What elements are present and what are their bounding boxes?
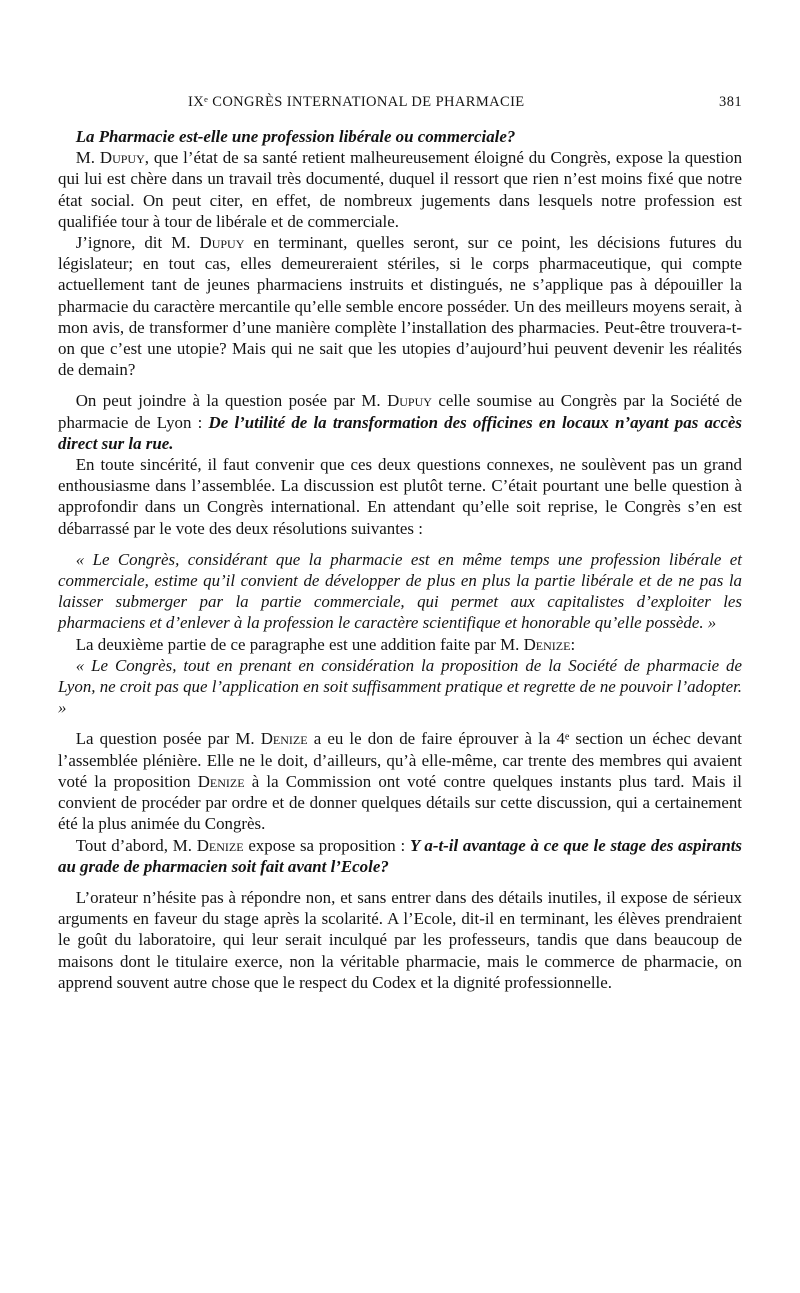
running-header bbox=[58, 94, 742, 116]
paragraph-discussion bbox=[58, 454, 742, 539]
paragraph-dupuy-conclusion bbox=[58, 232, 742, 380]
resolution-quote-2 bbox=[58, 655, 742, 719]
heading-text: La Pharmacie est-elle une profession libérale ou commerciale? bbox=[75, 127, 516, 146]
question-title: Y a-t-il avantage à ce que le stage des aspirants au grade de pharmacien soit fait avant l’Ecole? bbox=[58, 835, 742, 876]
text-run: En toute sincérité, il faut convenir que ces deux questions connexes, ne soulèvent pas un grand enthousiasme dans l’assemblée. La discussion est plutôt terne. C’était pourtant une belle question à approfondir dans un Congrès international. En attendant qu’elle soit reprise, le Congrès s’en est débarrassé par le vote des deux résolutions suivantes : bbox=[58, 455, 742, 538]
author-name: Dupuy bbox=[99, 148, 145, 168]
author-name: Dupuy bbox=[387, 391, 432, 411]
section-heading bbox=[58, 126, 742, 147]
text-run: J’ignore, dit M. bbox=[75, 233, 200, 253]
text-run: L’orateur n’hésite pas à répondre non, et sans entrer dans des détails inutiles, il expose de sérieux arguments en faveur du stage après la scolarité. A l’Ecole, dit-il en terminant, les élèves prendraient le goût du laboratoire, qui leur serait inculqué par les professeurs, tandis que dans beaucoup de maisons dont le titulaire exerce, non la véritable pharmacie, mais le commerce de pharmacie, on apprend souvent autre chose que le respect du Codex et la dignité professionnelle. bbox=[58, 887, 742, 992]
text-run: , que l’état de sa santé retient malheureusement éloigné du Congrès, expose la question qui lui est chère dans un travail très documenté, duquel il ressort que rien n’est moins fixé que notre état social. On peut citer, en effet, de nombreux jugements dans lesquels notre profession est qualifiée tour à tour de libérale et de commerciale. bbox=[58, 148, 743, 231]
resolution-quote-1 bbox=[58, 549, 742, 634]
author-name: Denize bbox=[260, 729, 308, 749]
running-title: IXᵉ CONGRÈS INTERNATIONAL DE PHARMACIE bbox=[188, 94, 525, 110]
paragraph-orator bbox=[58, 887, 742, 993]
author-name: Denize bbox=[197, 771, 245, 791]
quote-text: « Le Congrès, tout en prenant en considération la proposition de la Société de pharmacie de Lyon, ne croit pas que l’application en soit suffisamment pratique et regrette de ne pouvoir l’adopter. » bbox=[58, 655, 742, 718]
text-run: expose sa proposition : bbox=[243, 835, 410, 855]
quote-text: « Le Congrès, considérant que la pharmacie est en même temps une profession libérale et commerciale, estime qu’il convient de développer de plus en plus la partie libérale et de ne pas la laisser submerger par la partie commerciale, qui permet aux capitalistes d’exploiter les pharmaciens et d’enlever à la profession le caractère scientifique et honorable qu’elle possède. » bbox=[58, 549, 742, 633]
text-run: celle soumise au Congrès par la Société de pharmacie de Lyon : bbox=[58, 391, 742, 432]
paragraph-dupuy-intro bbox=[58, 147, 742, 232]
page-number: 381 bbox=[719, 94, 742, 110]
text-run: à la Commission ont voté contre quelques instants plus tard. Mais il convient de procéder par ordre et de donner quelques détails sur cette discussion, qui a certainement été la plus animée du Congrès. bbox=[58, 771, 742, 834]
text-run: M. bbox=[75, 148, 100, 168]
paragraph-lyon-question bbox=[58, 390, 742, 454]
author-name: Denize bbox=[523, 634, 571, 654]
page bbox=[58, 94, 742, 993]
paragraph-denize-addition bbox=[58, 634, 742, 655]
text-run: La question posée par M. bbox=[75, 729, 261, 749]
text-run: en terminant, quelles seront, sur ce point, les décisions futures du législateur; en tout cas, elles demeureraient stériles, si le corps pharmaceutique, qui compte actuellement tant de jeunes pharmaciens instruits et distingués, ne s’applique pas à dépouiller la pharmacie du caractère mercantile qu’elle semble encore posséder. Un des meilleurs moyens serait, à mon avis, de transformer d’une manière complète l’installation des pharmacies. Peut-être trouvera-t-on que c’est une utopie? Mais qui ne sait que les utopies d’aujourd’hui peuvent devenir les réalités de demain? bbox=[58, 233, 743, 380]
paragraph-denize-question bbox=[58, 728, 742, 834]
text-run: Tout d’abord, M. bbox=[75, 835, 197, 855]
question-title: De l’utilité de la transformation des officines en locaux n’ayant pas accès direct sur la rue. bbox=[58, 412, 742, 453]
text-run: a eu le don de faire éprouver à la 4ᵉ section un échec devant l’assemblée plénière. Elle ne le doit, d’ailleurs, qu’à elle-même, car trente des membres qui avaient voté la proposition bbox=[58, 729, 742, 791]
text-run: On peut joindre à la question posée par M. bbox=[75, 391, 388, 411]
text-run: : bbox=[570, 634, 576, 654]
author-name: Dupuy bbox=[199, 233, 245, 253]
text-run: La deuxième partie de ce paragraphe est une addition faite par M. bbox=[75, 634, 524, 654]
paragraph-denize-proposal bbox=[58, 835, 742, 877]
author-name: Denize bbox=[196, 835, 244, 855]
